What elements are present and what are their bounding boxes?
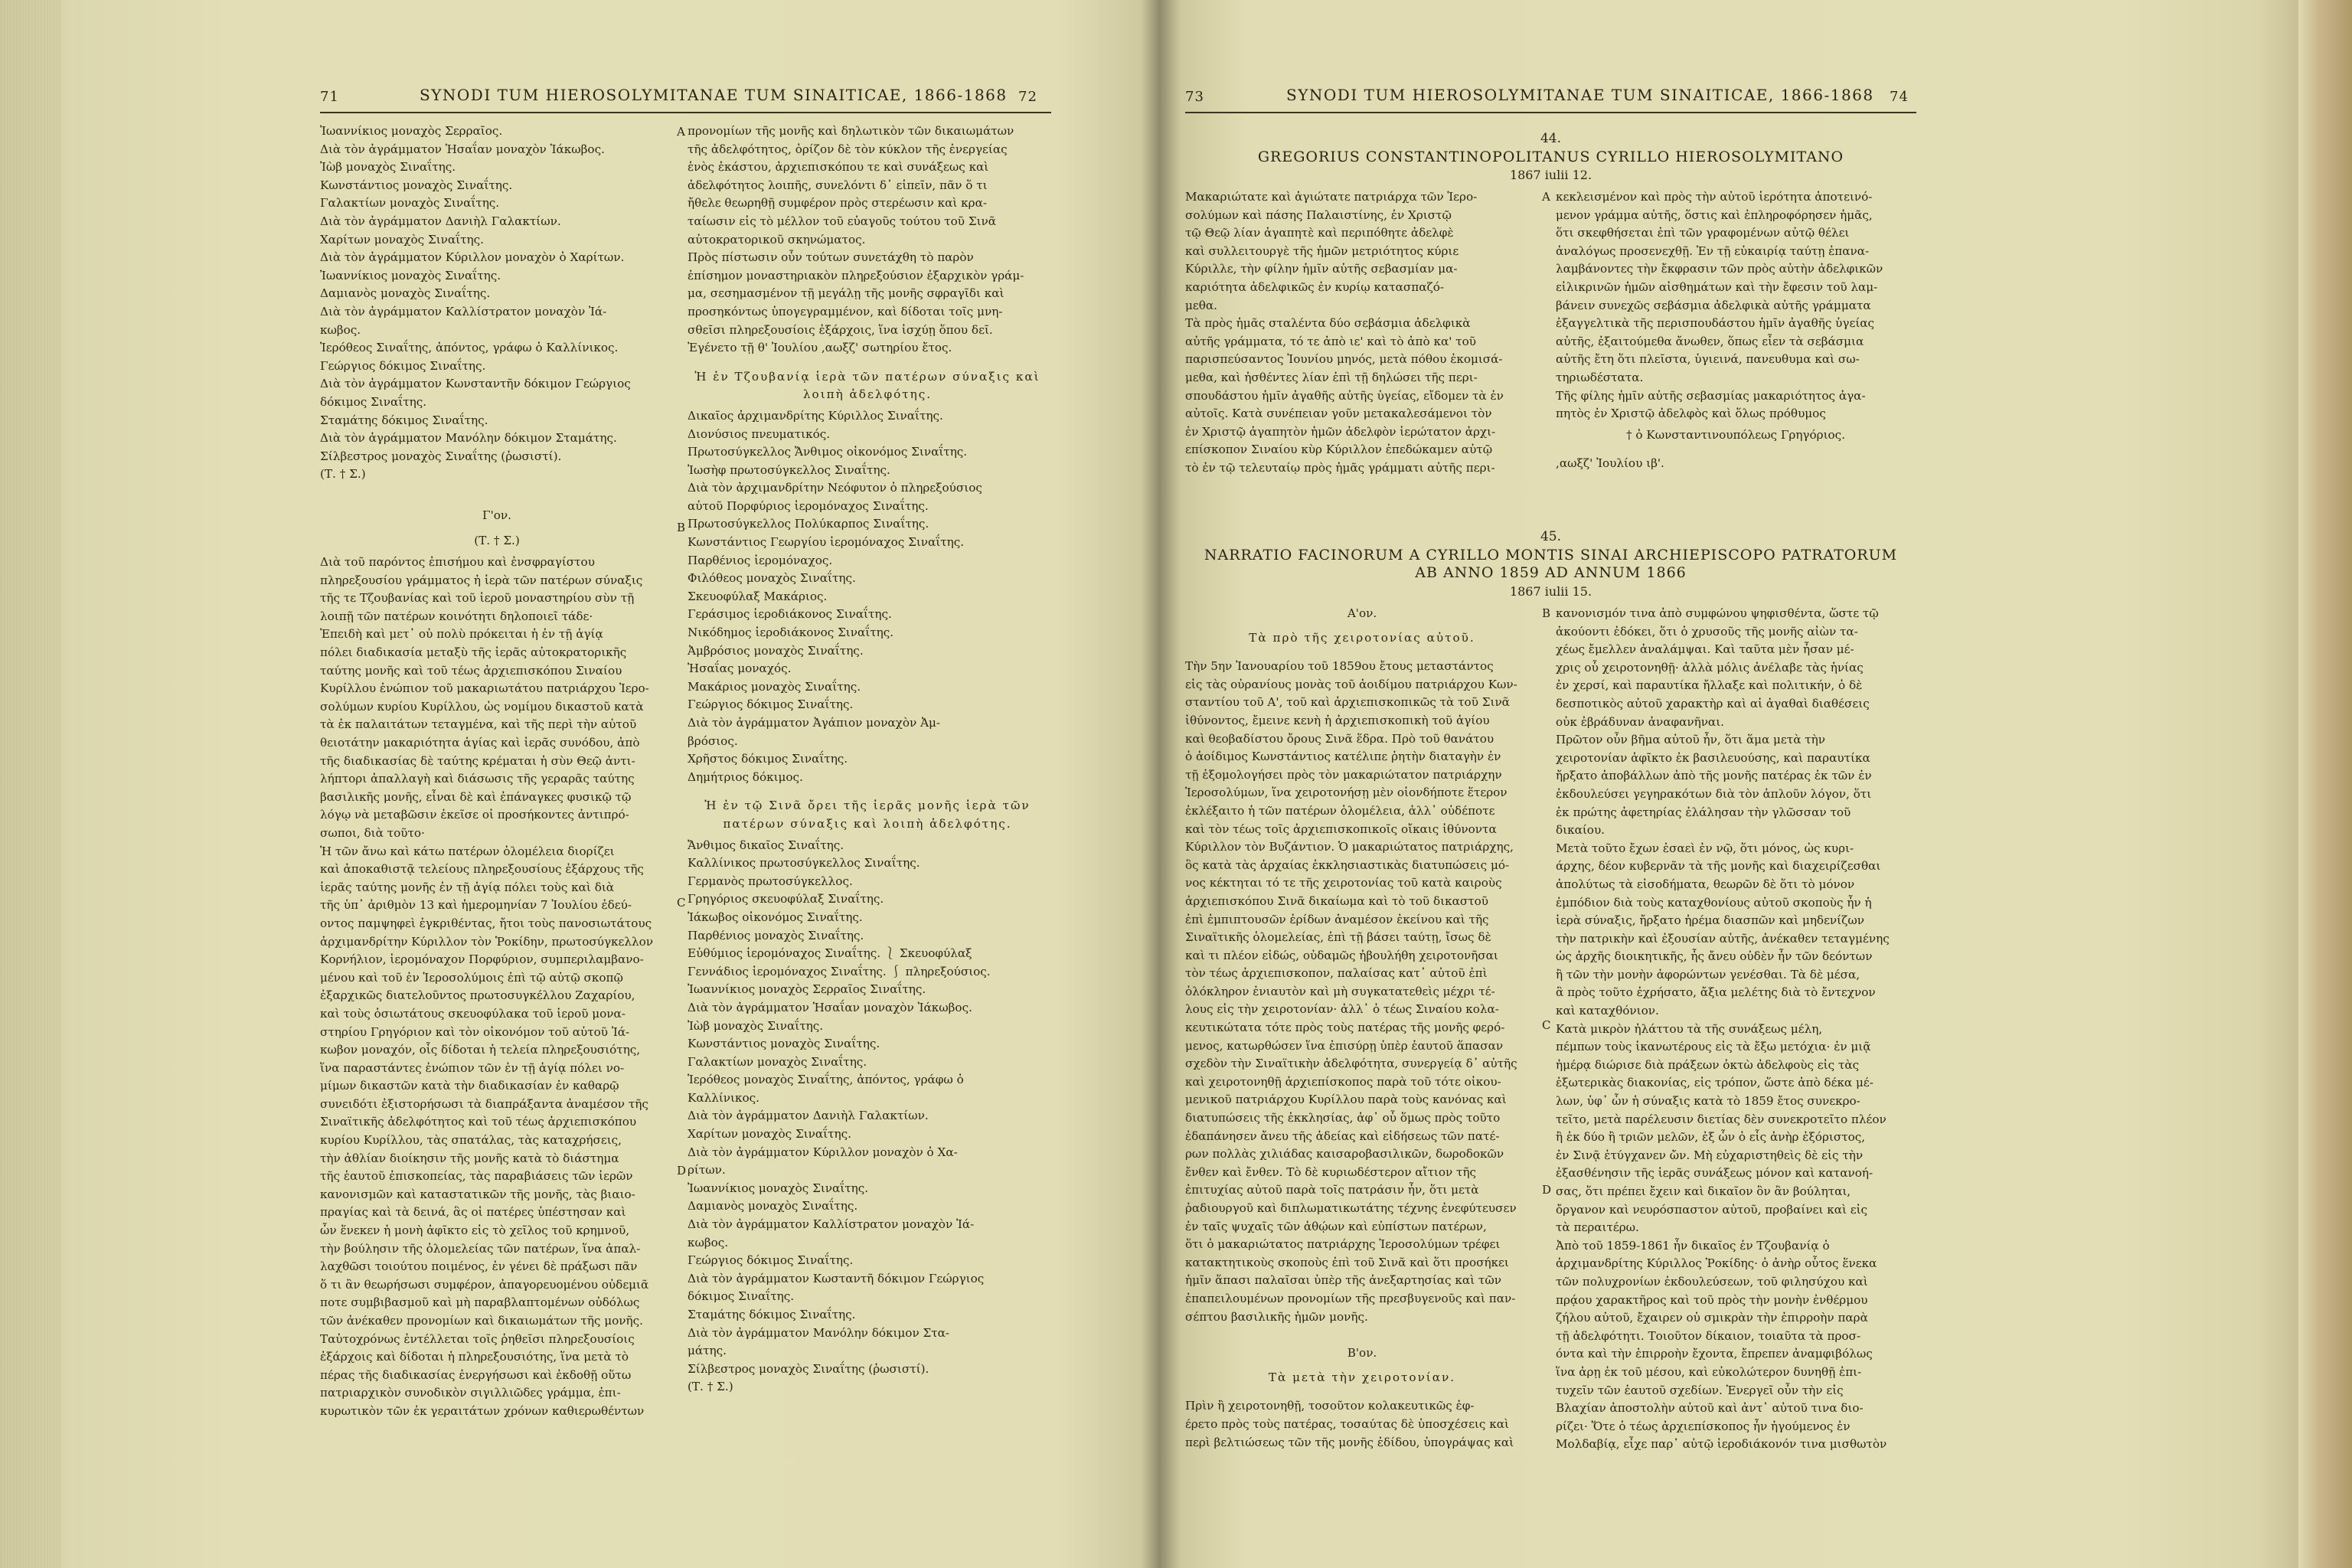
left-page <box>0 0 1133 1568</box>
signature-line: Γεώργιος δόκιμος Σιναΐτης. <box>688 697 854 712</box>
body-line: καὶ καταχθόνιον. <box>1556 1004 1659 1018</box>
signature-line: μάτης. <box>688 1344 727 1358</box>
signature-line: (Τ. † Σ.) <box>688 1380 733 1394</box>
body-line: ἡμῖν ἅπασι παλαῖσαι ὑπὲρ τῆς ἀνεξαρτησίας καὶ τῶν <box>1185 1273 1501 1288</box>
body-line: κεκλεισμένον καὶ πρὸς τὴν αὐτοῦ ἱερότητα ἀποτεινό- <box>1556 190 1873 204</box>
body-line: ταύτης μονῆς καὶ τοῦ τέως ἀρχιεπισκόπου Σιναίου <box>320 663 622 678</box>
body-line: κωβον μοναχόν, οἷς δίδοται ἡ τελεία πληρεξουσιότης, <box>320 1043 641 1057</box>
body-line: μενος, κατωρθώσεν ἵνα ἐπισύρῃ ὑπὲρ ἑαυτοῦ ἅπασαν <box>1185 1038 1504 1053</box>
document-44-column-1 <box>1185 188 1539 478</box>
body-line: λήπτορι ἀπαλλαγὴ καὶ διάσωσις τῆς γεραρᾶς ταύτης <box>320 772 635 786</box>
signature-line: Δημήτριος δόκιμος. <box>688 769 803 784</box>
signature-line: Φιλόθεος μοναχὸς Σιναΐτης. <box>688 571 856 586</box>
body-line: τεῖτο, μετὰ παρέλευσιν διετίας δὲν συνεκροτεῖτο πλέον <box>1556 1112 1886 1126</box>
body-line: λους εἰς τὴν χειροτονίαν· ἀλλ᾽ ὁ τέως Σιναίου κολα- <box>1185 1002 1499 1017</box>
body-line: ὃς κατὰ τὰς ἀρχαίας ἐκκλησιαστικὰς διατυπώσεις μό- <box>1185 858 1510 872</box>
signature-line: κωβος. <box>320 322 361 337</box>
document-title-line-2: AB ANNO 1859 AD ANNUM 1866 <box>1415 564 1687 582</box>
signature-line: Ἱερόθεος Σιναΐτης, ἀπόντος, γράφω ὁ Καλλίνικος. <box>320 341 619 355</box>
signature-line: Κωνστάντιος Γεωργίου ἱερομόναχος Σιναΐτης. <box>688 535 965 550</box>
body-line: ἡμέρᾳ διώρισε διὰ πράξεων ὀκτὼ ἀδελφοὺς εἰς τὰς <box>1556 1057 1860 1072</box>
body-line: πατριαρχικὸν συνοδικὸν σιγιλλιῶδες γράμμα, ἐπι- <box>320 1386 621 1400</box>
body-line: τὴν πατρικὴν καὶ ἐξουσίαν αὐτῆς, ἀνέκαθεν τεταγμένης <box>1556 931 1890 946</box>
signature-line: Παρθένιος μοναχὸς Σιναΐτης. <box>688 928 864 942</box>
signature-line: Διὰ τὸν ἀγράμματον Δανιὴλ Γαλακτίων. <box>320 214 561 228</box>
body-line: χρις οὗ χειροτονηθῇ· ἀλλὰ μόλις ἀνέλαβε τὰς ἡνίας <box>1556 660 1864 675</box>
body-line: ἐξάρχοις καὶ δίδοται ἡ πληρεξουσιότης, ἵνα μετὰ τὸ <box>320 1350 629 1364</box>
body-line: ἑνὸς ἑκάστου, ἀρχιεπισκόπου τε καὶ συνάξεως καὶ <box>688 160 989 175</box>
body-line: ἰθύνοντος, ἔμεινε κενὴ ἡ ἀρχιεπισκοπικὴ τοῦ ἁγίου <box>1185 713 1490 727</box>
body-line: Ἐγένετο τῇ θ' Ἰουλίου ,αωξζ' σωτηρίου ἔτος. <box>688 341 952 355</box>
body-line: τῇ ἀδελφότητι. Τοιοῦτον δίκαιον, τοιαῦτα τὰ προσ- <box>1556 1328 1861 1343</box>
signature-line: Εὐθύμιος ἱερομόναχος Σιναΐτης. ⎱ Σκευοφύλαξ <box>688 946 972 961</box>
body-line: ὅτι ὁ μακαριώτατος πατριάρχης Ἱεροσολύμων τρέφει <box>1185 1237 1501 1252</box>
signature-line: Ἰάκωβος οἰκονόμος Σιναΐτης. <box>688 910 863 924</box>
body-line: παρισπεύσαντος Ἰουνίου μηνός, μετὰ πόθου ἐκομισά- <box>1185 352 1503 367</box>
body-line: σχεδὸν τὴν Σιναϊτικὴν ἀδελφότητα, συνεργείᾳ δ᾽ αὐτῆς <box>1185 1057 1517 1071</box>
signature-line: Διὰ τὸν ἀγράμματον Μανόλην δόκιμον Στα- <box>688 1325 950 1340</box>
signature-line: Γεώργιος δόκιμος Σιναΐτης. <box>320 358 486 373</box>
body-line: πόλει διαδικασία μεταξὺ τῆς ἱερᾶς αὐτοκρατορικῆς <box>320 645 627 660</box>
signature-line: Ἀμβρόσιος μοναχὸς Σιναΐτης. <box>688 643 864 658</box>
body-line: ἐπαπειλουμένων προνομίων τῆς πρεσβυγενοῦς καὶ παν- <box>1185 1291 1516 1305</box>
signature-line: Σίλβεστρος μοναχὸς Σιναΐτης (ῥωσιστί). <box>320 449 562 463</box>
body-line: Ἡ τῶν ἄνω καὶ κάτω πατέρων ὁλομέλεια διορίζει <box>320 844 615 858</box>
body-line: ἀδελφότητος λοιπῆς, συνελόντι δ᾽ εἰπεῖν, πᾶν ὅ τι <box>688 178 988 192</box>
body-line: πραγίας καὶ τὰ δεινά, ἃς οἱ πατέρες ὑπέστησαν καὶ <box>320 1205 626 1220</box>
body-line: ἐμπόδιον διὰ τοὺς καταχθονίους αὐτοῦ σκοποὺς ἦν ἡ <box>1556 895 1872 910</box>
body-line: σας, ὅτι πρέπει ἔχειν καὶ δικαῖον ὃν ἂν βούληται, <box>1556 1184 1851 1198</box>
body-line: στηρίου Γρηγόριον καὶ τὸν οἰκονόμον τοῦ αὐτοῦ Ἰά- <box>320 1024 630 1039</box>
document-title: GREGORIUS CONSTANTINOPOLITANUS CYRILLO HIEROSOLYMITANO <box>1257 148 1844 165</box>
body-line: καὶ τι πλέον εἰδώς, οὐδαμῶς ἠβουλήθη χειροτονῆσαι <box>1185 948 1498 962</box>
body-line: καριότητα ἀδελφικῶς ἐν κυρίῳ κατασπαζό- <box>1185 279 1445 294</box>
body-line: ἐκλέξαιτο ἡ τῶν πατέρων ὁλομέλεια, ἀλλ᾽ οὐδέποτε <box>1185 803 1495 818</box>
body-line: κανονισμῶν καὶ καταστατικῶν τῆς μονῆς, τὰς βιαιο- <box>320 1187 635 1201</box>
body-line: αὐτοκρατορικοῦ σκηνώματος. <box>688 232 866 247</box>
margin-letter-c: C <box>1542 1018 1551 1032</box>
body-line: χέως ἔμελλεν ἀναλάμψαι. Καὶ ταῦτα μὲν ἦσαν μέ- <box>1556 642 1854 657</box>
seal-mark: (Τ. † Σ.) <box>474 534 520 548</box>
body-line: ῥαδιουργοῦ καὶ διπλωματικωτάτης τέχνης ἐνεφύτευσεν <box>1185 1201 1517 1215</box>
signature-line: Ἱερόθεος μοναχὸς Σιναΐτης, ἀπόντος, γράφω ὁ <box>688 1073 964 1087</box>
signature-line: Καλλίνικος. <box>688 1090 760 1105</box>
signature-line: Ἰωαννίκιος μοναχὸς Σιναΐτης. <box>688 1181 869 1195</box>
body-line: μενον γράμμα αὐτῆς, ὅστις καὶ ἐπληροφόρησεν ἡμᾶς, <box>1556 207 1873 222</box>
body-line: ἔνθεν καὶ ἔνθεν. Τὸ δὲ κυριωδέστερον αἴτιον τῆς <box>1185 1165 1477 1179</box>
body-line: Βλαχίαν ἀποστολὴν αὐτοῦ καὶ ἀντ᾽ αὐτοῦ τινα διο- <box>1556 1401 1864 1416</box>
signature-line: Γρηγόριος σκευοφύλαξ Σιναΐτης. <box>688 892 884 906</box>
signature-line: Πρωτοσύγκελλος Πολύκαρπος Σιναΐτης. <box>688 517 929 531</box>
signature-line: Διὰ τὸν ἀγράμματον Μανόλην δόκιμον Σταμάτης. <box>320 431 617 446</box>
section-number: Α'ον. <box>1347 606 1377 620</box>
document-title-line-1: NARRATIO FACINORUM A CYRILLO MONTIS SINAI ARCHIEPISCOPO PATRATORUM <box>1204 546 1898 564</box>
body-line: ἐπίσημον μοναστηριακὸν πληρεξούσιον ἐξαρχικὸν γράμ- <box>688 268 1024 283</box>
body-line: ἐκ πρώτης ἀφετηρίας ἐλάλησαν τὴν γλῶσσαν τοῦ <box>1556 805 1851 819</box>
signature-line: Ἰωαννίκιος μοναχὸς Σιναΐτης. <box>320 268 501 283</box>
page-number-72: 72 <box>1018 89 1037 105</box>
signature-line: Διὰ τὸν ἀγράμματον Δανιὴλ Γαλακτίων. <box>688 1109 929 1123</box>
signature-line: Διὰ τὸν ἀγράμματον Ἀγάπιον μοναχὸν Ἀμ- <box>688 716 941 730</box>
signature-line: δόκιμος Σιναΐτης. <box>688 1289 795 1304</box>
signature-line: Γαλακτίων μοναχὸς Σιναΐτης. <box>320 196 500 211</box>
body-line: τῆς τε Τζουβανίας καὶ τοῦ ἱεροῦ μοναστηρίου σὺν τῇ <box>320 591 635 606</box>
body-line: ἱερᾶς ταύτης μονῆς ἐν τῇ ἁγίᾳ πόλει τοὺς καὶ διὰ <box>320 880 615 894</box>
signature-line: Σταμάτης δόκιμος Σιναΐτης. <box>320 413 488 427</box>
signature-line: Διὰ τὸν ἀρχιμανδρίτην Νεόφυτον ὁ πληρεξούσιος <box>688 481 982 495</box>
margin-letter-b: B <box>677 521 686 534</box>
body-line: διατυπώσεις τῆς ἐκκλησίας, ἀφ᾽ οὗ ὅμως πρὸς τοῦτο <box>1185 1111 1501 1125</box>
signature-line: Κωνστάντιος μοναχὸς Σιναΐτης. <box>320 178 513 192</box>
body-line: ὡς ἀρχῆς διοικητικῆς, ἧς ἄνευ οὐδὲν ἦν τῶν δεόντων <box>1556 949 1873 964</box>
body-line: Μολδαβίᾳ, εἶχε παρ᾽ αὐτῷ ἱεροδιάκονόν τινα μισθωτὸν <box>1556 1437 1887 1452</box>
body-line: ζήλου αὐτοῦ, ἔχαιρεν οὐ σμικρὰν τὴν ἐπιρροὴν παρὰ <box>1556 1311 1868 1325</box>
signature-line: Διονύσιος πνευματικός. <box>688 426 831 441</box>
body-line: Σιναϊτικῆς ἀδελφότητος καὶ τοῦ τέως ἀρχιεπισκόπου <box>320 1115 637 1129</box>
page-number-73: 73 <box>1185 89 1204 105</box>
body-line: τὴν ἀθλίαν διοίκησιν τῆς μονῆς κατὰ τὸ διάστημα <box>320 1151 619 1165</box>
document-44-heading <box>1185 130 1916 185</box>
margin-letter-a: A <box>677 125 685 139</box>
body-line: πέμπων τοὺς ἱκανωτέρους εἰς τὰ ἔξω μετόχια· ἐν μιᾷ <box>1556 1040 1871 1054</box>
body-line: Μακαριώτατε καὶ ἁγιώτατε πατριάρχα τῶν Ἱερο- <box>1185 190 1478 204</box>
signature-line: Δαμιανὸς μοναχὸς Σιναΐτης. <box>688 1199 858 1214</box>
body-line: αὐτῆς, ἐξαιτούμεθα ἄνωθεν, ὅπως εἶεν τὰ σεβάσμια <box>1556 334 1864 348</box>
body-line: βάνειν συνεχῶς σεβάσμια ἀδελφικὰ αὐτῆς γράμματα <box>1556 298 1871 312</box>
body-line: Κύριλλον τὸν Βυζάντιον. Ὁ μακαριώτατος πατριάρχης, <box>1185 840 1514 854</box>
body-line: ἐξαρχικῶς διατελοῦντος πρωτοσυγκέλλου Ζαχαρίου, <box>320 988 635 1003</box>
margin-letter-a: A <box>1542 190 1550 204</box>
signature-line: Ἄνθιμος δικαῖος Σιναΐτης. <box>688 838 844 852</box>
signature-line: Σταμάτης δόκιμος Σιναΐτης. <box>688 1308 856 1321</box>
document-45-column-1 <box>1185 605 1539 1452</box>
body-line: καὶ συλλειτουργὲ τῆς ἡμῶν μετριότητος κύριε <box>1185 243 1459 258</box>
body-line: πέρας τῆς διαδικασίας ἐνεργήσωσι καὶ ἐκδοθῇ οὕτω <box>320 1367 632 1382</box>
body-line: Πρὸς πίστωσιν οὖν τούτων συνετάχθη τὸ παρὸν <box>688 250 974 265</box>
margin-letter-d: D <box>677 1164 687 1178</box>
signature-line: Διὰ τὸν ἀγράμματον Καλλίστρατον μοναχὸν Ἰά- <box>320 304 607 318</box>
document-number: 45. <box>1540 529 1562 544</box>
signature-line: Διὰ τὸν ἀγράμματον Κύριλλον μοναχὸν ὁ Χα- <box>688 1145 958 1159</box>
left-column-1 <box>320 122 674 1421</box>
body-line: ταίωσιν εἰς τὸ μέλλον τοῦ εὐαγοῦς τούτου τοῦ Σινᾶ <box>688 214 997 228</box>
body-line: αὐτῆς γράμματα, τό τε ἀπὸ ιε' καὶ τὸ ἀπὸ κα' τοῦ <box>1185 334 1477 348</box>
signature-line: Ἰωαννίκιος μοναχὸς Σερραῖος. <box>320 124 503 138</box>
body-line: τῶν πολυχρονίων ἐκδουλεύσεων, τοῦ φιλησύχου καὶ <box>1556 1274 1868 1289</box>
body-line: καὶ τοὺς ὁσιωτάτους σκευοφύλακα τοῦ ἱεροῦ μονα- <box>320 1006 626 1021</box>
body-line: τῆς διαδικασίας δὲ ταύτης κρέμαται ἡ σὺν Θεῷ ἀντι- <box>320 753 635 768</box>
signature: † ὁ Κωνσταντινουπόλεως Γρηγόριος. <box>1625 427 1846 442</box>
signature-line: Διὰ τὸν ἀγράμματον Ἡσαΐαν μοναχὸν Ἰάκωβος. <box>320 142 605 156</box>
closing-date: ,αωξζ' Ἰουλίου ιβ'. <box>1556 456 1664 471</box>
page-number-74: 74 <box>1890 89 1909 105</box>
right-page-header <box>1133 86 2352 109</box>
body-line: ἤθελε θεωρηθῇ συμφέρον πρὸς στερέωσιν καὶ κρα- <box>688 196 987 211</box>
body-line: εἰλικρινῶν ἡμῶν αἰσθημάτων καὶ τὴν ἔφεσιν τοῦ λαμ- <box>1556 279 1878 294</box>
body-line: λόγῳ νὰ μεταβῶσιν ἐκεῖσε οἱ προσήκοντες ἀντιπρό- <box>320 808 629 822</box>
body-line: πητὸς ἐν Χριστῷ ἀδελφὸς καὶ ὅλως πρόθυμος <box>1556 407 1826 421</box>
document-45-heading <box>1185 528 1916 600</box>
section-heading: Τὰ πρὸ τῆς χειροτονίας αὐτοῦ. <box>1249 630 1475 645</box>
body-line: περὶ βελτιώσεως τῶν τῆς μονῆς ἐδίδου, ὑπογράψας καὶ <box>1185 1435 1514 1449</box>
signature-line: Γεράσιμος ἱεροδιάκονος Σιναΐτης. <box>688 607 892 622</box>
page-edges-right <box>2298 0 2352 1568</box>
body-line: ρίζει· Ὅτε ὁ τέως ἀρχιεπίσκοπος ἦν ἡγούμενος ἐν <box>1556 1419 1851 1433</box>
body-line: νος κέκτηται τό τε τῆς χειροτονίας τοῦ κατὰ καιροὺς <box>1185 876 1502 890</box>
body-line: Κυρίλλου ἐνώπιον τοῦ μακαριωτάτου πατριάρχου Ἱερο- <box>320 681 649 696</box>
signature-line: Σίλβεστρος μοναχὸς Σιναΐτης (ῥωσιστί). <box>688 1361 929 1376</box>
signature-line: Σκευοφύλαξ Μακάριος. <box>688 589 828 603</box>
section-number: Β'ον. <box>1347 1346 1377 1361</box>
body-line: κυρωτικὸν τῶν ἐκ γεραιτάτων χρόνων καθιερωθέντων <box>320 1403 645 1418</box>
body-line: προσηκόντως ὑπογεγραμμένον, καὶ δίδοται τοῖς μνη- <box>688 304 1003 318</box>
body-line: ἐν Σινᾷ ἐτύγχανεν ὤν. Μὴ εὐχαριστηθεὶς δὲ εἰς τὴν <box>1556 1148 1864 1162</box>
section-number: Γ'ον. <box>482 508 511 522</box>
body-line: σολύμων κυρίου Κυρίλλου, ὡς νομίμου δικαστοῦ κατὰ <box>320 699 644 714</box>
signature-line: Κωνστάντιος μοναχὸς Σιναΐτης. <box>688 1037 880 1051</box>
page-edges-left <box>0 0 61 1568</box>
running-title: SYNODI TUM HIEROSOLYMITANAE TUM SINAITICAE, 1866-1868 <box>1286 86 1874 104</box>
body-line: λαχθῶσι τοιούτου ποιμένος, ἐν γένει δὲ πράξωσι πᾶν <box>320 1259 638 1274</box>
body-line: Κορνήλιον, ἱερομόναχον Πορφύριον, συμπεριλαμβανο- <box>320 952 644 967</box>
body-line: τηριωδέστατα. <box>1556 370 1644 384</box>
body-line: μεθα, καὶ ἠσθέντες λίαν ἐπὶ τῇ δηλώσει τῆς περι- <box>1185 370 1478 384</box>
body-line: ἐξωτερικὰς διακονίας, εἰς τρόπον, ὥστε ἀπὸ δέκα μέ- <box>1556 1076 1873 1090</box>
body-line: δεσποτικὸς αὐτοῦ χαρακτὴρ καὶ αἱ ἀγαθαὶ διαθέσεις <box>1556 696 1870 710</box>
body-line: τῆς ὑπ᾽ ἀριθμὸν 13 καὶ ἡμερομηνίαν 7 Ἰουλίου ἐδεύ- <box>320 898 632 913</box>
body-line: μενικοῦ πατριάρχου Κυρίλλου παρὰ τοὺς κανόνας καὶ <box>1185 1093 1507 1107</box>
signature-line: Γεννάδιος ἱερομόναχος Σιναΐτης. ⎰ πληρεξούσιος. <box>688 964 991 978</box>
body-line: ἢ τῶν τὴν μονὴν ἀφορώντων γενέσθαι. Τὰ δὲ μέσα, <box>1556 967 1860 982</box>
body-line: Πρῶτον οὖν βῆμα αὐτοῦ ἦν, ὅτι ἅμα μετὰ τὴν <box>1556 733 1826 747</box>
body-line: σταντίου τοῦ Α', τοῦ καὶ ἀρχιεπισκοπικῶς τὰ τοῦ Σινᾶ <box>1185 695 1510 710</box>
body-line: ἐπὶ ἐμπιπτουσῶν ἐρίδων ἀναμέσον ἐκείνου καὶ τῆς <box>1185 912 1489 926</box>
body-line: κανονισμόν τινα ἀπὸ συμφώνου ψηφισθέντα, ὥστε τῷ <box>1556 606 1879 620</box>
header-rule <box>320 112 1051 113</box>
body-line: Κατὰ μικρὸν ἠλάττου τὰ τῆς συνάξεως μέλη, <box>1556 1021 1823 1036</box>
body-line: λοιπῇ τῶν πατέρων κοινότητι δηλοποιεῖ τάδε· <box>320 609 593 623</box>
signature-line: ρίτων. <box>688 1163 726 1178</box>
body-line: ἀπολύτως τὰ εἰσοδήματα, θεωρῶν δὲ ὅτι τὸ μόνον <box>1556 877 1855 891</box>
body-line: μίμων δικαστῶν κατὰ τὴν διαδικασίαν ἐν καθαρῷ <box>320 1079 619 1093</box>
body-line: ἀρχιεπισκόπου Σινᾶ δικαίωμα καὶ τὸ τοῦ δικαστοῦ <box>1185 893 1488 908</box>
body-line: Ἱεροσολύμων, ἵνα χειροτονήσῃ μὲν οἱονδήποτε ἕτερον <box>1185 786 1508 800</box>
body-line: κατακτητικοὺς σκοποὺς ἐπὶ τοῦ Σινᾶ καὶ ὅτι προσήκει <box>1185 1255 1509 1269</box>
body-line: συνειδότι ἐξιστορήσωσι τὰ διαπράξαντα ἀναμέσον τῆς <box>320 1096 648 1111</box>
signature-line: Παρθένιος ἱερομόναχος. <box>688 553 833 567</box>
body-line: ἐξαγγελτικὰ τῆς περισπουδάστου ἡμῖν ἀγαθῆς ὑγείας <box>1556 316 1875 331</box>
body-line: τὰ ἐκ παλαιτάτων τεταγμένα, καὶ τῆς περὶ τὴν αὐτοῦ <box>320 717 637 732</box>
signature-line: Διὰ τὸν ἀγράμματον Κωσταντῆ δόκιμον Γεώργιος <box>688 1271 985 1285</box>
body-line: έρετο πρὸς τοὺς πατέρας, τοσαύτας δὲ ὑποσχέσεις καὶ <box>1185 1416 1509 1431</box>
body-line: Διὰ τοῦ παρόντος ἐπισήμου καὶ ἐνσφραγίστου <box>320 555 595 570</box>
body-line: ἐπιτυχίας αὐτοῦ παρὰ τοῖς πατράσιν ἦν, ὅτι μετὰ <box>1185 1183 1479 1197</box>
document-number: 44. <box>1540 131 1562 146</box>
body-line: ἵνα ἀρῃ ἐκ τοῦ μέσου, καὶ εὐκολώτερον δυνηθῇ ἐπι- <box>1556 1364 1862 1379</box>
body-line: ἃ πρὸς τοῦτο ἐχρήσατο, ἄξια μελέτης διὰ τὸ ἔντεχνον <box>1556 985 1876 1000</box>
body-line: λων, ὑφ᾽ ὧν ἡ σύναξις κατὰ τὸ 1859 ἔτος συνεκρο- <box>1556 1094 1860 1109</box>
body-line: επίσκοπον Σιναίου κὺρ Κύριλλον ἐπεδώκαμεν αὐτῷ <box>1185 443 1493 457</box>
body-line: δικαίου. <box>1556 823 1606 838</box>
signature-line: Ἰωσὴφ πρωτοσύγκελλος Σιναΐτης. <box>688 462 890 477</box>
body-line: ἀρχιμανδρίτης Κύριλλος Ῥοκίδης· ὁ ἀνὴρ οὗτος ἕνεκα <box>1556 1256 1877 1271</box>
body-line: καὶ θεοβαδίστου ὄρους Σινᾶ ἕδρα. Πρὸ τοῦ θανάτου <box>1185 731 1494 746</box>
body-line: οὐκ ἐβράδυναν ἀναφανῆναι. <box>1556 714 1724 729</box>
body-line: ἵνα παραστάντες ἐνώπιον τῶν ἐν τῇ ἁγίᾳ πόλει νο- <box>320 1060 625 1075</box>
body-line: σπουδάστου ἡμῖν ἀγαθῆς αὐτῆς ὑγείας, εἴδομεν τὰ ἐν <box>1185 388 1504 403</box>
body-line: χειροτονίαν ἀφῖκτο ἐκ βασιλευούσης, καὶ παραυτίκα <box>1556 750 1870 765</box>
body-line: όντα καὶ τὴν ἐπιρροὴν ἔχοντα, ἔπρεπεν ἀναμφιβόλως <box>1556 1347 1873 1361</box>
signature-line: Δαμιανὸς μοναχὸς Σιναΐτης. <box>320 286 491 301</box>
body-line: ὅτι σκεφθήσεται ἐπὶ τῶν γραφομένων αὐτῷ θέλει <box>1556 226 1850 240</box>
signature-line: Χαρίτων μοναχὸς Σιναΐτης. <box>688 1127 851 1142</box>
body-line: ἀκούοντι ἐδόκει, ὅτι ὁ χρυσοῦς τῆς μονῆς αἰὼν τα- <box>1556 624 1858 639</box>
signature-line: Γερμανὸς πρωτοσύγκελλος. <box>688 874 853 888</box>
signature-line: Ἰὼβ μοναχὸς Σιναΐτης. <box>320 160 456 175</box>
body-line: ἐν χερσί, καὶ παραυτίκα ἤλλαξε καὶ πολιτικήν, ὁ δὲ <box>1556 678 1863 693</box>
section-heading: Τὰ μετὰ τὴν χειροτονίαν. <box>1268 1370 1456 1384</box>
body-line: οντος παμψηφεὶ ἐγκριθέντας, ἤτοι τοὺς πανοσιωτάτους <box>320 916 652 930</box>
body-line: τὴν βούλησιν τῆς ὁλομελείας τῶν πατέρων, ἵνα ἀπαλ- <box>320 1241 641 1256</box>
body-line: καὶ τὸν τέως τοῖς ἀρχιεπισκοπικοῖς οἴκαις ἰθύνοντα <box>1185 822 1497 836</box>
body-line: ὄργανον καὶ νευρόσπαστον αὐτοῦ, προβαίνει καὶ εἰς <box>1556 1202 1868 1217</box>
body-line: τῆς ἑαυτοῦ ἐπισκοπείας, τὰς παραβιάσεις τῶν ἱερῶν <box>320 1169 633 1184</box>
header-rule <box>1185 112 1916 113</box>
body-line: λαμβάνοντες τὴν ἔκφρασιν τῶν πρὸς αὐτὴν ἀδελφικῶν <box>1556 262 1883 276</box>
body-line: θειοτάτην μακαριότητα ἁγίας καὶ ἱερᾶς συνόδου, ἀπὸ <box>320 736 640 750</box>
body-line: Ταὐτοχρόνως ἐντέλλεται τοῖς ῥηθεῖσι πληρεξουσίοις <box>320 1331 635 1346</box>
body-line: ἐκδουλεύσει γεγηρακότων διὰ τὸν ἁπλοῦν λόγον, ὅτι <box>1556 786 1872 801</box>
body-line: τυχεῖν τῶν ἑαυτοῦ σχεδίων. Ἐνεργεῖ οὖν τὴν εἰς <box>1556 1383 1844 1397</box>
body-line: κευτικώτατα τότε πρὸς τοὺς πατέρας τῆς μονῆς φερό- <box>1185 1021 1505 1035</box>
body-line: ἀναλόγως προσενεχθῇ. Ἐν τῇ εὐκαιρίᾳ ταύτῃ ἐπανα- <box>1556 243 1870 258</box>
left-column-2 <box>688 122 1047 1396</box>
body-line: μένου καὶ τοῦ ἐν Ἱεροσολύμοις ἐπὶ τῷ αὐτῷ σκοπῷ <box>320 970 623 985</box>
body-line: αὐτῆς ἔτη ὅτι πλεῖστα, ὑγιεινά, πανευθυμα καὶ σω- <box>1556 352 1860 367</box>
signature-line: Μακάριος μοναχὸς Σιναΐτης. <box>688 679 861 694</box>
body-line: ἐν Χριστῷ ἀγαπητὸν ἡμῶν ἀδελφὸν ἱερώτατον ἀρχι- <box>1185 424 1496 439</box>
document-date: 1867 iulii 12. <box>1509 168 1592 183</box>
margin-letter-d: D <box>1542 1183 1552 1197</box>
body-line: εἰς τὰς οὐρανίους μονὰς τοῦ ἀοιδίμου πατριάρχου Κων- <box>1185 677 1517 691</box>
body-line: πληρεξουσίου γράμματος ἡ ἱερὰ τῶν πατέρων σύναξις <box>320 573 643 587</box>
body-line: Τῆς φίλης ἡμῖν αὐτῆς σεβασμίας μακαριότητος ἀγα- <box>1556 388 1866 403</box>
body-line: ποτε συμβιβασμοῦ καὶ μὴ παραβλαπτομένων οὐδόλως <box>320 1295 640 1310</box>
body-line: πρᾴου χαρακτῆρος καὶ τοῦ πρὸς τὴν μονὴν ἐνθέρμου <box>1556 1292 1868 1307</box>
signature-line: κωβος. <box>688 1235 729 1250</box>
document-45-column-2 <box>1556 605 1916 1454</box>
signature-line: Διὰ τὸν ἀγράμματον Κύριλλον μοναχὸν ὁ Χαρίτων. <box>320 250 625 265</box>
body-line: ἀρχιμανδρίτην Κύριλλον τὸν Ῥοκίδην, πρωτοσύγκελλον <box>320 934 654 949</box>
signature-line: βρόσιος. <box>688 733 738 748</box>
body-line: ὁλόκληρον ἐνιαυτὸν καὶ μὴ συγκατατεθεὶς μέχρι τέ- <box>1185 984 1495 998</box>
signature-line: (Τ. † Σ.) <box>320 467 366 482</box>
body-line: Κύριλλε, τὴν φίλην ἡμῖν αὐτῆς σεβασμίαν μα- <box>1185 262 1458 276</box>
body-line: ὅ τι ἂν θεωρήσωσι συμφέρον, ἀπαγορευομένου οὐδεμιᾶ <box>320 1277 649 1292</box>
body-line: άρχης, δέον κυβερνᾶν τὰ τῆς μονῆς καὶ διαχειρίζεσθαι <box>1556 859 1881 874</box>
body-line: ὁ ἀοίδιμος Κωνστάντιος κατέλιπε ῥητὴν διαταγὴν ἐν <box>1185 750 1501 764</box>
body-line: Πρὶν ἢ χειροτονηθῇ, τοσοῦτον κολακευτικῶς ἐφ- <box>1185 1399 1475 1413</box>
body-line: τῷ Θεῷ λίαν ἀγαπητὲ καὶ περιπόθητε ἀδελφὲ <box>1185 226 1454 240</box>
body-line: καὶ ἀποκαθιστᾷ τελείους πληρεξουσίους ἐξάρχους τῆς <box>320 862 644 877</box>
body-line: Μετὰ τοῦτο ἔχων ἐσαεὶ ἐν νῷ, ὅτι μόνος, ὡς κυρι- <box>1556 841 1854 855</box>
signatories-heading: Ἡ ἐν Τζουβανίᾳ ἱερὰ τῶν πατέρων σύναξις καὶ λοιπὴ ἀδελφότης. <box>694 369 1040 402</box>
signature-line: Νικόδημος ἱεροδιάκονος Σιναΐτης. <box>688 626 894 640</box>
body-line: ἐξασθένησιν τῆς ἱερᾶς συνάξεως μόνον καὶ κατανοή- <box>1556 1166 1873 1181</box>
signatories-heading: Ἡ ἐν τῷ Σινᾶ ὄρει τῆς ἱερᾶς μονῆς ἱερὰ τῶν πατέρων σύναξις καὶ λοιπὴ ἀδελφότης. <box>704 799 1031 831</box>
running-title: SYNODI TUM HIEROSOLYMITANAE TUM SINAITICAE, 1866-1868 <box>420 86 1008 104</box>
body-line: τῇ ἐξομολογήσει πρὸς τὸν μακαριώτατον πατριάρχην <box>1185 767 1502 782</box>
margin-letter-b: B <box>1542 606 1551 620</box>
body-line: τὰ περαιτέρω. <box>1556 1220 1639 1235</box>
signature-line: Διὰ τὸν ἀγράμματον Καλλίστρατον μοναχὸν Ἰά- <box>688 1217 975 1232</box>
signature-line: δόκιμος Σιναΐτης. <box>320 394 427 409</box>
body-line: Σιναϊτικῆς ὁλομελείας, ἐπὶ τῇ βάσει ταύτῃ, ἴσως δὲ <box>1185 930 1491 945</box>
body-line: μεθα. <box>1185 298 1217 312</box>
body-line: σθεῖσι πληρεξουσίοις ἐξάρχοις, ἵνα ἰσχύῃ ὅπου δεῖ. <box>688 322 993 337</box>
body-line: σέπτου βασιλικῆς ἡμῶν μονῆς. <box>1185 1309 1368 1324</box>
body-line: ρων πολλὰς χιλιάδας καισαροβασιλικῶν, δωροδοκῶν <box>1185 1147 1504 1161</box>
body-line: τὸ ἐν τῷ τελευταίῳ πρὸς ἡμᾶς γράμματι αὐτῆς περι- <box>1185 460 1495 475</box>
body-line: τὸν τέως ἀρχιεπισκοπον, παλαίσας κατ᾽ αὐτοῦ ἐπὶ <box>1185 966 1488 981</box>
body-line: μα, σεσημασμένον τῇ μεγάλῃ τῆς μονῆς σφραγῖδι καὶ <box>688 286 1004 301</box>
signature-line: Καλλίνικος πρωτοσύγκελλος Σιναΐτης. <box>688 856 920 871</box>
body-line: σωποι, διὰ τοῦτο· <box>320 825 425 840</box>
margin-letter-c: C <box>677 896 686 910</box>
body-line: αὐτοῖς. Κατὰ συνέπειαν γοῦν μετακαλεσάμενοι τὸν <box>1185 407 1492 421</box>
signature-line: Ἡσαΐας μοναχός. <box>688 662 792 676</box>
signature-line: Πρωτοσύγκελλος Ἄνθιμος οἰκονόμος Σιναΐτης. <box>688 445 968 459</box>
body-line: βασιλικῆς μονῆς, εἶναι δὲ καὶ ἐπάναγκες φυσικῷ τῷ <box>320 789 632 804</box>
body-line: ἢ ἐκ δύο ἢ τριῶν μελῶν, ἐξ ὧν ὁ εἷς ἀνὴρ ἐξόριστος, <box>1556 1130 1866 1145</box>
body-line: ὧν ἕνεκεν ἡ μονὴ ἀφῖκτο εἰς τὸ χεῖλος τοῦ κρημνοῦ, <box>320 1223 630 1238</box>
signature-line: Χαρίτων μοναχὸς Σιναΐτης. <box>320 232 484 247</box>
signature-line: Ἰωαννίκιος μοναχὸς Σερραῖος Σιναΐτης. <box>688 982 926 997</box>
body-line: ἐδαπάνησεν ἄνευ τῆς ἀδείας καὶ εἰδήσεως τῶν πατέ- <box>1185 1129 1500 1143</box>
body-line: καὶ χειροτονηθῇ ἀρχιεπίσκοπος παρὰ τοῦ τότε οἰκου- <box>1185 1074 1501 1089</box>
body-line: τῆς ἀδελφότητος, ὁρίζον δὲ τὸν κύκλον τῆς ἐνεργείας <box>688 142 1008 156</box>
body-line: ἱερὰ σύναξις, ἤρξατο ἠρέμα διασπῶν καὶ μηδενίζων <box>1556 913 1864 928</box>
document-date: 1867 iulii 15. <box>1509 583 1592 599</box>
document-44-column-2 <box>1556 188 1916 473</box>
body-line: Ἀπὸ τοῦ 1859-1861 ἦν δικαῖος ἐν Τζουβανίᾳ ὁ <box>1556 1238 1830 1253</box>
body-line: σολύμων καὶ πάσης Παλαιστίνης, ἐν Χριστῷ <box>1185 207 1452 222</box>
page-number-71: 71 <box>320 89 339 105</box>
body-line: Τὴν 5ην Ἰανουαρίου τοῦ 1859ου ἔτους μεταστάντος <box>1185 659 1494 674</box>
signature-line: Διὰ τὸν ἀγράμματον Κωνσταντῆν δόκιμον Γεώργιος <box>320 377 631 391</box>
right-page <box>1133 0 2352 1568</box>
body-line: κυρίου Κυρίλλου, τὰς σπατάλας, τὰς καταχρήσεις, <box>320 1133 622 1148</box>
body-line: προνομίων τῆς μονῆς καὶ δηλωτικὸν τῶν δικαιωμάτων <box>688 124 1014 138</box>
signature-line: Χρῆστος δόκιμος Σιναΐτης. <box>688 752 848 766</box>
signature-line: Γεώργιος δόκιμος Σιναΐτης. <box>688 1253 854 1268</box>
body-line: Ἐπειδὴ καὶ μετ᾽ οὐ πολὺ πρόκειται ἡ ἐν τῇ ἁγίᾳ <box>320 627 603 642</box>
signature-line: Ἰὼβ μοναχὸς Σιναΐτης. <box>688 1018 824 1033</box>
body-line: τῶν ἀνέκαθεν προνομίων καὶ δικαιωμάτων τῆς μονῆς. <box>320 1314 643 1328</box>
left-page-header <box>0 86 1133 109</box>
signature-line: Γαλακτίων μοναχὸς Σιναΐτης. <box>688 1054 867 1069</box>
signature-line: αὐτοῦ Πορφύριος ἱερομόναχος Σιναΐτης. <box>688 498 929 513</box>
body-line: ἤρξατο ἀποβάλλων ἀπὸ τῆς μονῆς πατέρας ἐκ τῶν ἐν <box>1556 769 1872 783</box>
body-line: ἐν ταῖς ψυχαῖς τῶν ἀθῴων καὶ εὐπίστων πατέρων, <box>1185 1219 1487 1233</box>
body-line: Τὰ πρὸς ἡμᾶς σταλέντα δύο σεβάσμια ἀδελφικὰ <box>1185 316 1471 331</box>
signature-line: Δικαῖος ἀρχιμανδρίτης Κύριλλος Σιναΐτης. <box>688 408 943 423</box>
signature-line: Διὰ τὸν ἀγράμματον Ἡσαΐαν μοναχὸν Ἰάκωβος. <box>688 1000 972 1014</box>
